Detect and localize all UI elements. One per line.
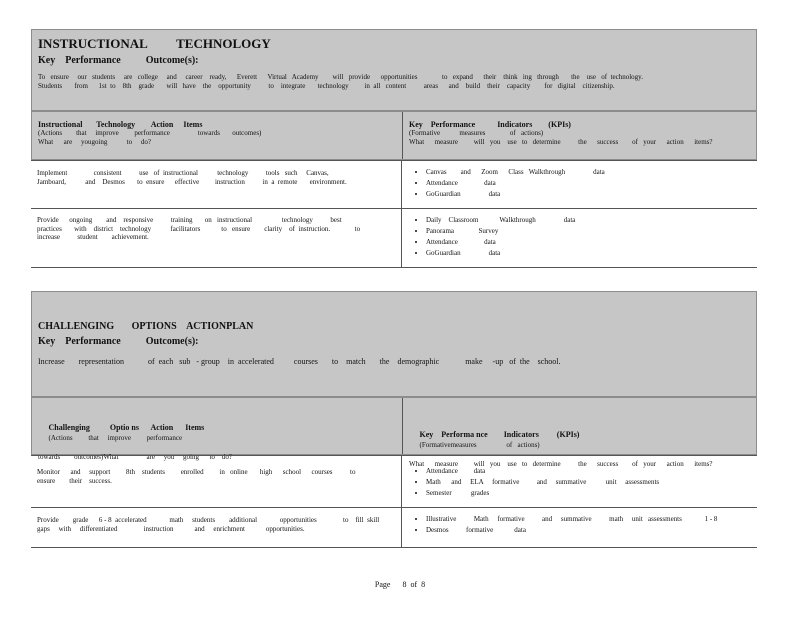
- kpo-label: Key Performance Outcome(s):: [38, 336, 199, 347]
- instructional-technology-header: [31, 29, 757, 111]
- action-item-cell: [31, 161, 402, 208]
- action-item-cell: [31, 209, 402, 267]
- action-items-header-row: [31, 111, 757, 160]
- table-row: [31, 507, 757, 548]
- page-number: Page 8 of 8: [374, 580, 426, 589]
- action-item-cell: [31, 508, 402, 547]
- kpi-cell: [402, 209, 757, 267]
- action-text-line: Jamboard, and Desmos to ensure effective instruction in a remote environment.: [37, 177, 347, 186]
- list-item: • Semester grades: [426, 488, 751, 499]
- kpi-header: [403, 398, 756, 468]
- action-text-line: increase student achievement.: [37, 233, 149, 241]
- list-item: • GoGuardian data: [426, 189, 751, 200]
- list-item: • Attendance data: [426, 178, 751, 189]
- action-text-line: Monitor and support 8th students enrolled in online high school courses to: [37, 468, 356, 476]
- kpi-header: [403, 112, 756, 159]
- list-item: • Panorama Survey: [426, 226, 751, 237]
- action-items-question: towards outcomes)What are you going to do?: [38, 453, 233, 461]
- list-item: • GoGuardian data: [426, 248, 751, 259]
- kpi-question: What measure will you use to determine the success of your action items?: [409, 137, 713, 146]
- table-row: [31, 455, 757, 507]
- challenging-options-header: [31, 291, 757, 397]
- action-text-line: gaps with differentiated instruction and enrichment opportunities.: [37, 524, 305, 533]
- list-item: • Attendance data: [426, 466, 751, 477]
- outcome-line-2: Students from 1st to 8th grade will have the opportunity to integrate technology in all content areas and build their capacity for digital citizenship.: [38, 81, 615, 90]
- table-row: [31, 160, 757, 208]
- list-item: • Canvas and Zoom Class Walkthrough data: [426, 167, 751, 178]
- action-items-desc: (Actions that improve performance towards outcomes): [38, 129, 262, 137]
- list-item: • Math and ELA formative and summative unit assessments: [426, 477, 751, 488]
- section-title: INSTRUCTIONAL TECHNOLOGY: [38, 36, 271, 51]
- action-text-line: practices with district technology facilitators to ensure clarity of instruction. to: [37, 224, 361, 233]
- action-items-title: Challenging Optio ns Action Items: [48, 423, 205, 432]
- action-items-header-row: [31, 397, 757, 468]
- section-title: CHALLENGING OPTIONS ACTIONPLAN: [38, 321, 254, 332]
- outcome-line-1: To ensure our students are college and career ready, Everett Virtual Academy will provide opportunities to expand their think ing through the use of technology.: [38, 73, 643, 81]
- kpi-cell: [402, 456, 757, 507]
- list-item: • Illustrative Math formative and summative math unit assessments 1 - 8: [426, 514, 751, 525]
- kpi-question: What measure will you use to determine the success of your action items?: [409, 460, 713, 468]
- kpi-desc: (Formative measures of actions): [409, 129, 544, 137]
- action-items-desc: (Actions that improve performance: [48, 434, 183, 442]
- action-text-line: Provide ongoing and responsive training on instructional technology best: [37, 216, 342, 224]
- kpo-label: Key Performance Outcome(s):: [38, 55, 199, 66]
- action-text-line: ensure their success.: [37, 476, 112, 485]
- list-item: • Attendance data: [426, 237, 751, 248]
- kpi-desc: (Formativemeasures of actions): [419, 441, 540, 449]
- kpi-cell: [402, 508, 757, 547]
- list-item: • Daily Classroom Walkthrough data: [426, 215, 751, 226]
- kpi-title: Key Performance Indicators (KPIs): [409, 120, 571, 129]
- action-items-header: [32, 398, 403, 461]
- action-item-cell: [31, 456, 402, 507]
- action-items-header: [32, 112, 403, 159]
- action-text-line: Implement consistent use of instructional technology tools such Canvas,: [37, 169, 329, 177]
- action-items-question: What are yougoing to do?: [38, 137, 151, 146]
- kpi-cell: [402, 161, 757, 208]
- list-item: • Desmos formative data: [426, 525, 751, 536]
- table-row: [31, 208, 757, 268]
- action-text-line: Provide grade 6 - 8 accelerated math students additional opportunities to fill skill: [37, 516, 380, 524]
- kpi-title: Key Performa nce Indicators (KPIs): [419, 430, 580, 439]
- outcome-text: Increase representation of each sub - group in accelerated courses to match the demographic make -up of the school.: [38, 357, 561, 366]
- action-items-title: Instructional Technology Action Items: [38, 120, 203, 129]
